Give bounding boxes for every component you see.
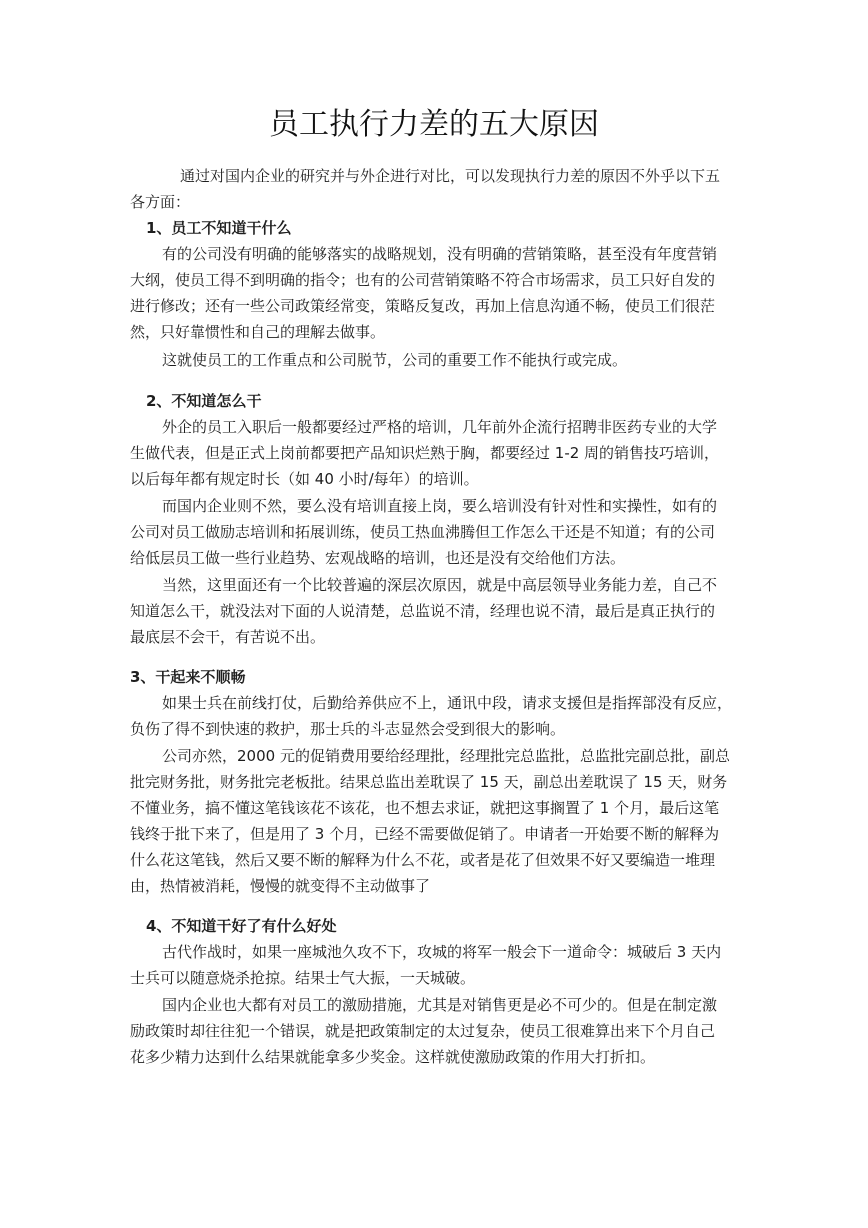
paragraph-line: 如果士兵在前线打仗，后勤给养供应不上，通讯中段，请求支援但是指挥部没有反应，	[162, 694, 733, 712]
paragraph-line: 外企的员工入职后一般都要经过严格的培训，几年前外企流行招聘非医药专业的大学	[162, 418, 718, 436]
paragraph-line: 最底层不会干，有苦说不出。	[130, 628, 326, 646]
paragraph-line: 而国内企业则不然，要么没有培训直接上岗，要么培训没有针对性和实操性，如有的	[162, 497, 718, 515]
paragraph-line: 什么花这笔钱，然后又要不断的解释为什么不花，或者是花了但效果不好又要编造一堆理	[130, 851, 716, 869]
paragraph-line: 励政策时却往往犯一个错误，就是把政策制定的太过复杂，使员工很难算出来下个月自己	[130, 1022, 716, 1040]
section-heading-4: 4、不知道干好了有什么好处	[146, 917, 337, 935]
paragraph-line: 生做代表，但是正式上岗前都要把产品知识烂熟于胸，都要经过 1-2 周的销售技巧培训，	[130, 444, 720, 462]
paragraph-line: 有的公司没有明确的能够落实的战略规划，没有明确的营销策略，甚至没有年度营销	[162, 245, 718, 263]
section-heading-2: 2、不知道怎么干	[146, 392, 262, 410]
paragraph-line: 这就使员工的工作重点和公司脱节，公司的重要工作不能执行或完成。	[162, 351, 628, 369]
paragraph-line: 负伤了得不到快速的救护，那士兵的斗志显然会受到很大的影响。	[130, 720, 566, 738]
paragraph-line: 古代作战时，如果一座城池久攻不下，攻城的将军一般会下一道命令：城破后 3 天内	[162, 943, 722, 961]
paragraph-line: 批完财务批，财务批完老板批。结果总监出差耽误了 15 天，副总出差耽误了 15 天，财务	[130, 773, 728, 791]
document-title: 员工执行力差的五大原因	[269, 107, 599, 142]
paragraph-line: 以后每年都有规定时长（如 40 小时/每年）的培训。	[130, 470, 479, 488]
paragraph-line: 公司对员工做励志培训和拓展训练，使员工热血沸腾但工作怎么干还是不知道；有的公司	[130, 523, 716, 541]
paragraph-line: 进行修改；还有一些公司政策经常变，策略反复改，再加上信息沟通不畅，使员工们很茫	[130, 297, 716, 315]
section-heading-1: 1、员工不知道干什么	[146, 219, 292, 237]
paragraph-line: 士兵可以随意烧杀抢掠。结果士气大振，一天城破。	[130, 969, 476, 987]
intro-line: 各方面：	[130, 193, 191, 211]
section-heading-3: 3、干起来不顺畅	[130, 668, 246, 686]
paragraph-line: 国内企业也大都有对员工的激励措施，尤其是对销售更是必不可少的。但是在制定激	[162, 996, 718, 1014]
paragraph-line: 知道怎么干，就没法对下面的人说清楚，总监说不清，经理也说不清，最后是真正执行的	[130, 602, 716, 620]
paragraph-line: 花多少精力达到什么结果就能拿多少奖金。这样就使激励政策的作用大打折扣。	[130, 1048, 656, 1066]
paragraph-line: 公司亦然，2000 元的促销费用要给经理批，经理批完总监批，总监批完副总批，副总	[162, 747, 730, 765]
paragraph-line: 给低层员工做一些行业趋势、宏观战略的培训，也还是没有交给他们方法。	[130, 549, 626, 567]
paragraph-line: 钱终于批下来了，但是用了 3 个月，已经不需要做促销了。申请者一开始要不断的解释为	[130, 825, 720, 843]
paragraph-line: 不懂业务，搞不懂这笔钱该花不该花，也不想去求证，就把这事搁置了 1 个月，最后这笔	[130, 799, 720, 817]
paragraph-line: 大纲，使员工得不到明确的指令；也有的公司营销策略不符合市场需求，员工只好自发的	[130, 271, 716, 289]
paragraph-line: 当然，这里面还有一个比较普遍的深层次原因，就是中高层领导业务能力差，自己不	[162, 576, 718, 594]
paragraph-line: 然，只好靠惯性和自己的理解去做事。	[130, 323, 386, 341]
paragraph-line: 由，热情被消耗，慢慢的就变得不主动做事了	[130, 877, 431, 895]
intro-line: 通过对国内企业的研究并与外企进行对比，可以发现执行力差的原因不外乎以下五	[180, 167, 721, 185]
